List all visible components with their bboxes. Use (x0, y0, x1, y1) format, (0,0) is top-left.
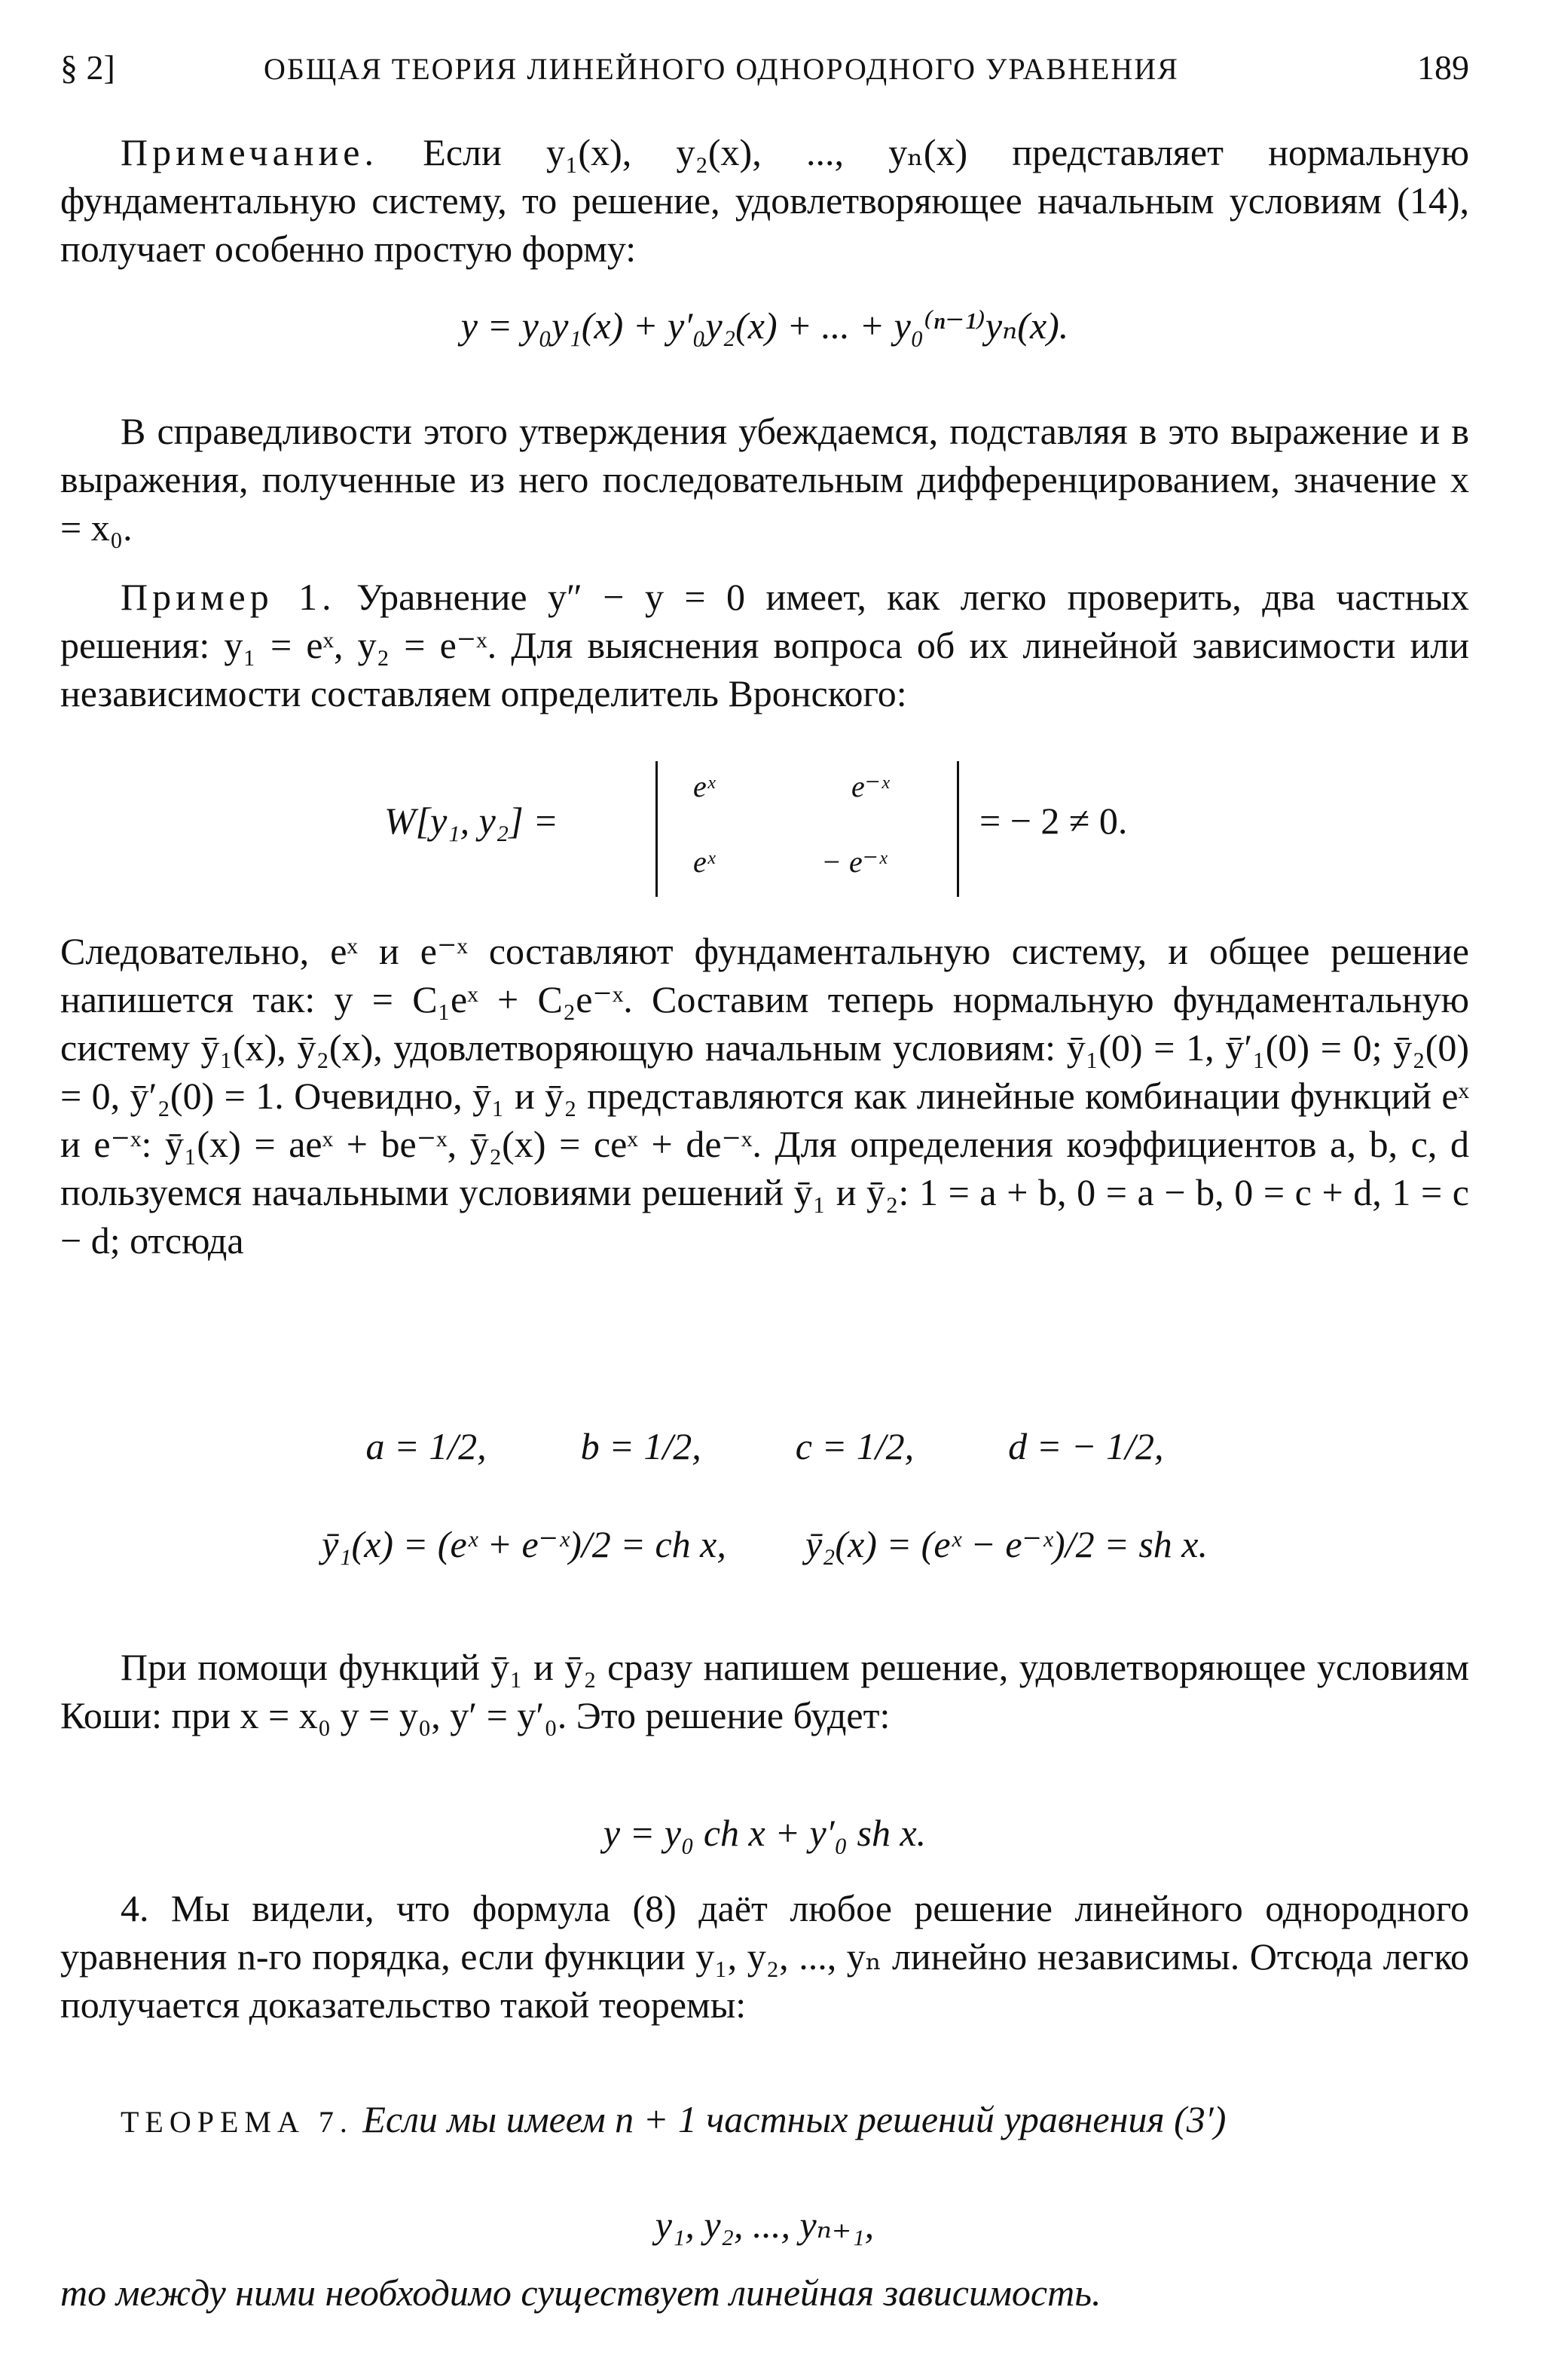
theorem-formula: y₁, y₂, ..., yₙ₊₁, (655, 2204, 875, 2246)
formula-normal-solution: y = y₀y₁(x) + y′₀y₂(x) + ... + y₀⁽ⁿ⁻¹⁾yₙ(x). (460, 304, 1069, 347)
example-label: Пример 1. (121, 576, 336, 618)
example-paragraph (60, 573, 1469, 717)
wronskian-cell-21: eˣ (693, 845, 716, 879)
example-text: Уравнение y″ − y = 0 имеет, как легко проверить, два частных решения: y₁ = eˣ, y₂ = e⁻ˣ. Для выяснения вопроса об их линейной зависимости или независимости составляем определитель Вронского: (60, 576, 1470, 714)
remark-label: Примечание. (121, 131, 379, 173)
solutions-row (60, 1522, 1469, 1566)
coef-c: c = 1/2, (795, 1425, 915, 1467)
theorem-label: ТЕОРЕМА 7. (121, 2105, 353, 2139)
wronskian-cell-12: e⁻ˣ (851, 769, 890, 803)
paragraph-4: 4. Мы видели, что формула (8) даёт любое решение линейного однородного уравнения n-го порядка, если функции y₁, y₂, ..., yₙ линейно независимы. Отсюда легко получается доказательство такой теоремы: (60, 1887, 1469, 2026)
wronskian-cell-11: eˣ (693, 769, 716, 803)
theorem-paragraph (60, 2095, 1469, 2146)
coef-d: d = − 1/2, (1008, 1425, 1164, 1467)
theorem-conclusion: то между ними необходимо существует линейная зависимость. (60, 2271, 1101, 2314)
chapter-title: ОБЩАЯ ТЕОРИЯ ЛИНЕЙНОГО ОДНОРОДНОГО УРАВНЕНИЯ (264, 52, 1179, 86)
justification-paragraph: В справедливости этого утверждения убеждаемся, подставляя в это выражение и в выражения, полученные из него последовательным дифференцированием, значение x = x₀. (60, 410, 1469, 549)
running-header (60, 45, 1469, 90)
section-marker: § 2] (60, 48, 115, 87)
wronskian-label: W[y₁, y₂] = (384, 800, 558, 842)
remark-paragraph (60, 128, 1469, 273)
determinant-left-bar (655, 761, 658, 897)
coef-b: b = 1/2, (580, 1425, 701, 1467)
determinant-right-bar (957, 761, 959, 897)
theorem-text-start: Если мы имеем n + 1 частных решений уравнения (3′) (362, 2098, 1227, 2140)
remark-text: Если y₁(x), y₂(x), ..., yₙ(x) представляет нормальную фундаментальную систему, то решение, удовлетворяющее начальным условиям (14), получает особенно простую форму: (60, 131, 1470, 270)
book-page (60, 45, 1469, 2344)
coefficients-row (60, 1424, 1469, 1468)
page-number: 189 (1417, 48, 1469, 87)
wronskian-result: = − 2 ≠ 0. (979, 800, 1128, 842)
consequently-paragraph: Следовательно, eˣ и e⁻ˣ составляют фундаментальную систему, и общее решение напишется так: y = C₁eˣ + C₂e⁻ˣ. Составим теперь нормальную фундаментальную систему ȳ₁(x), ȳ₂(x), удовлетворяющую начальным условиям: ȳ₁(0) = 1, ȳ′₁(0) = 0; ȳ₂(0) = 0, ȳ′₂(0) = 1. Очевидно, ȳ₁ и ȳ₂ представляются как линейные комбинации функций eˣ и e⁻ˣ: ȳ₁(x) = aeˣ + be⁻ˣ, ȳ₂(x) = ceˣ + de⁻ˣ. Для определения коэффициентов a, b, c, d пользуемся начальными условиями решений ȳ₁ и ȳ₂: 1 = a + b, 0 = a − b, 0 = c + d, 1 = c − d; отсюда (60, 930, 1469, 1262)
solution-y1: ȳ₁(x) = (eˣ + e⁻ˣ)/2 = ch x, (321, 1523, 726, 1565)
wronskian-cell-22: − e⁻ˣ (821, 845, 888, 879)
coef-a: a = 1/2, (365, 1425, 487, 1467)
wronskian-determinant (384, 761, 1213, 897)
solution-y2: ȳ₂(x) = (eˣ − e⁻ˣ)/2 = sh x. (805, 1523, 1208, 1565)
cauchy-paragraph: При помощи функций ȳ₁ и ȳ₂ сразу напишем решение, удовлетворяющее условиям Коши: при x = x₀ y = y₀, y′ = y′₀. Это решение будет: (60, 1646, 1469, 1736)
formula-cauchy-solution: y = y₀ ch x + y′₀ sh x. (603, 1812, 927, 1854)
